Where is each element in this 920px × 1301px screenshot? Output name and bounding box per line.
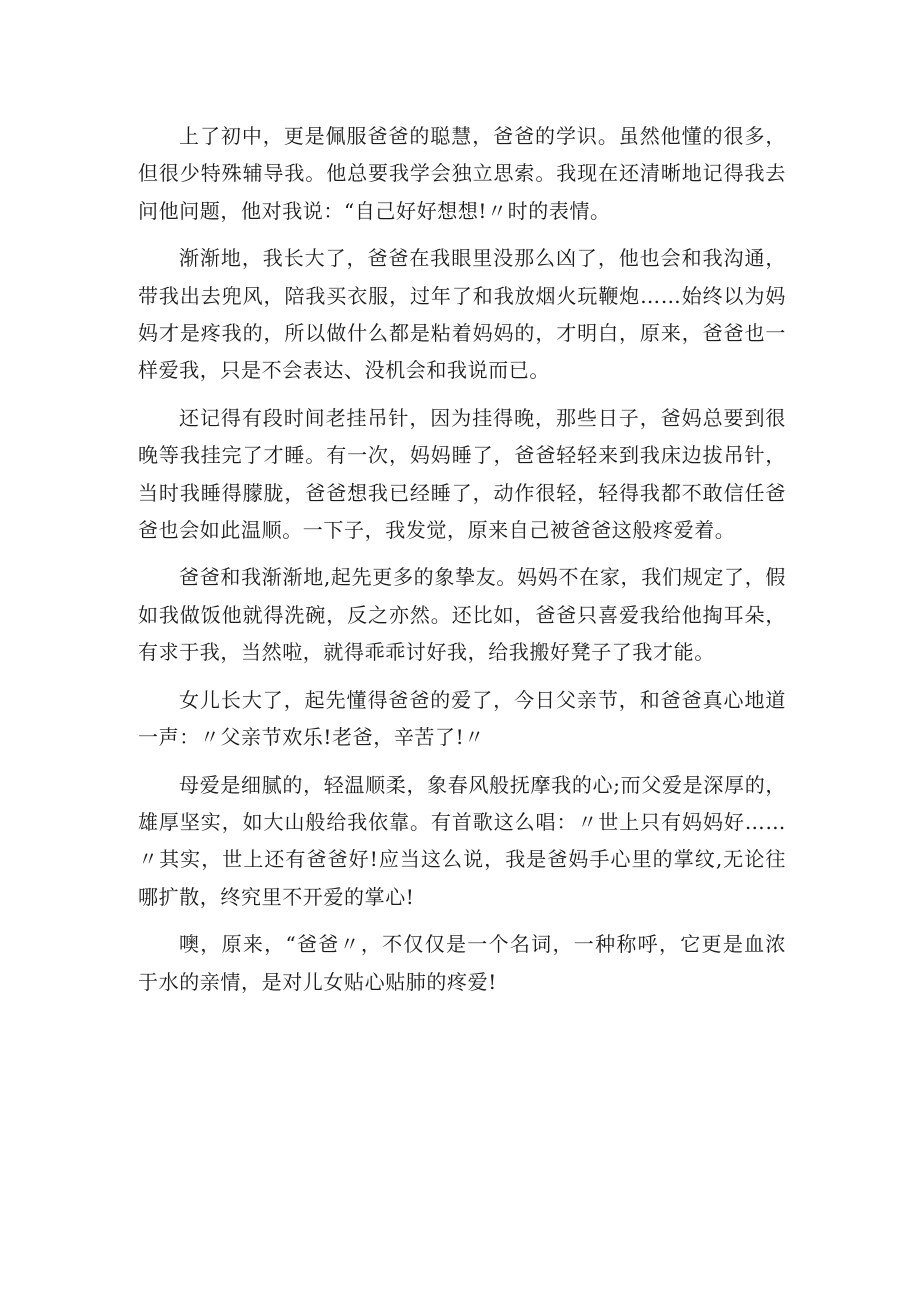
- paragraph: 噢，原来，“爸爸〃，不仅仅是一个名词，一种称呼，它更是血浓于水的亲情，是对儿女贴心贴肺的疼爱!: [138, 932, 786, 994]
- document-body: [138, 118, 786, 1011]
- paragraph: 母爱是细腻的，轻温顺柔，象春风般抚摩我的心;而父爱是深厚的，雄厚坚实，如大山般给我依靠。有首歌这么唱：〃世上只有妈妈好……〃其实，世上还有爸爸好!应当这么说，我是爸妈手心里的掌纹,无论往哪扩散，终究里不开爱的掌心!: [138, 772, 787, 909]
- paragraph: 爸爸和我渐渐地,起先更多的象挚友。妈妈不在家，我们规定了，假如我做饭他就得洗碗，反之亦然。还比如，爸爸只喜爱我给他掏耳朵，有求于我，当然啦，就得乖乖讨好我，给我搬好凳子了我才能。: [138, 565, 786, 665]
- paragraph: 上了初中，更是佩服爸爸的聪慧，爸爸的学识。虽然他懂的很多，但很少特殊辅导我。他总要我学会独立思索。我现在还清晰地记得我去问他问题，他对我说：“自己好好想想!〃时的表情。: [138, 124, 786, 223]
- paragraph: 还记得有段时间老挂吊针，因为挂得晚，那些日子，爸妈总要到很晚等我挂完了才睡。有一次，妈妈睡了，爸爸轻轻来到我床边拔吊针，当时我睡得朦胧，爸爸想我已经睡了，动作很轻，轻得我都不敢信任爸爸也会如此温顺。一下子，我发觉，原来自己被爸爸这般疼爱着。: [138, 405, 786, 543]
- paragraph: 渐渐地，我长大了，爸爸在我眼里没那么凶了，他也会和我沟通，带我出去兜风，陪我买衣服，过年了和我放烟火玩鞭炮……始终以为妈妈才是疼我的，所以做什么都是粘着妈妈的，才明白，原来，爸爸也一样爱我，只是不会表达、没机会和我说而已。: [138, 246, 786, 383]
- paragraph: 女儿长大了，起先懂得爸爸的爱了，今日父亲节，和爸爸真心地道一声：〃父亲节欢乐!老爸，辛苦了!〃: [138, 687, 786, 750]
